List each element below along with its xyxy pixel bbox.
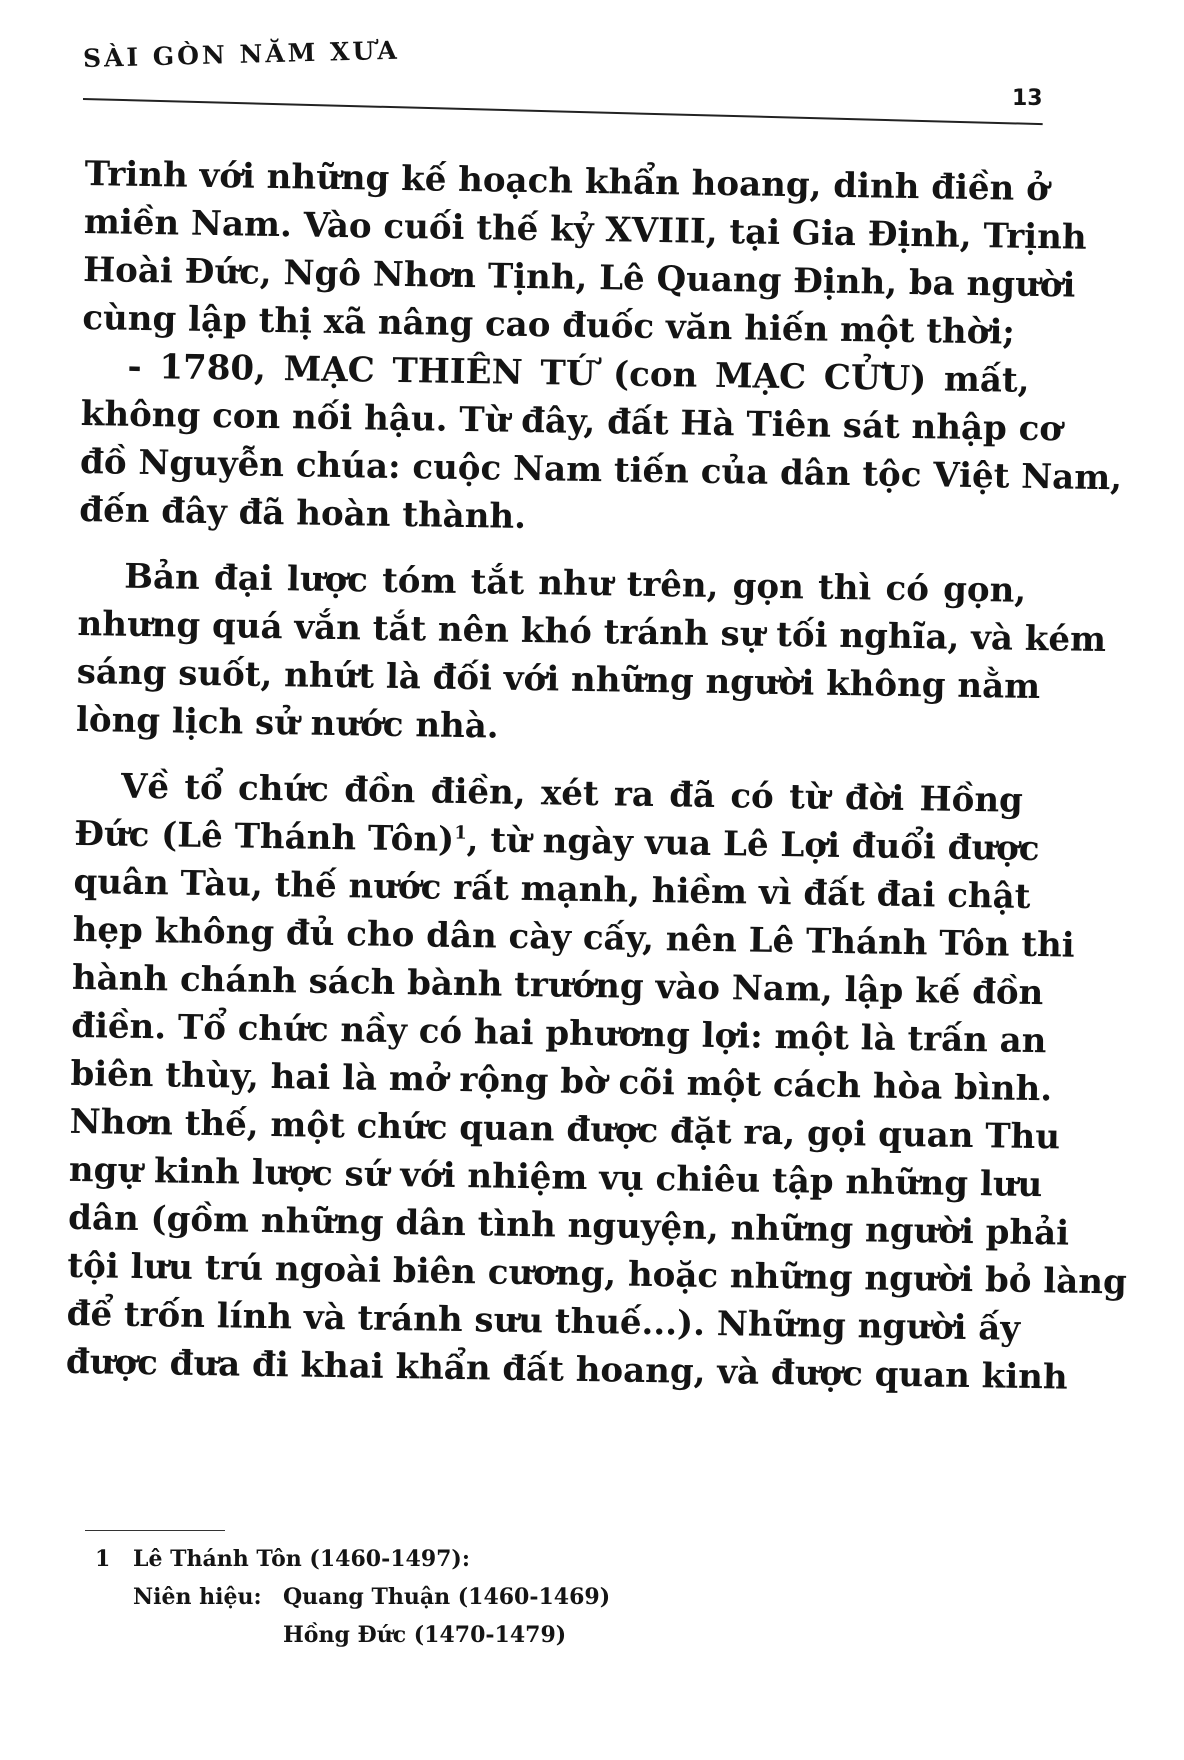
text-line: hẹp không đủ cho dân cày cấy, nên Lê Thánh Tôn thi [72, 909, 1075, 966]
text-line: quân Tàu, thế nước rất mạnh, hiềm vì đất đai chật [73, 861, 1031, 917]
text-line: sáng suốt, nhứt là đối với những người không nằm [76, 651, 1041, 708]
text-line: không con nối hậu. Từ đây, đất Hà Tiên sát nhập cơ [80, 393, 1063, 450]
footnote-number: 1 [95, 1546, 111, 1572]
text-line: điền. Tổ chức nầy có hai phương lợi: một là trấn an [70, 1005, 1047, 1062]
text-line: để trốn lính và tránh sưu thuế...). Những người ấy [66, 1293, 1021, 1349]
running-title: SÀI GÒN NĂM XƯA [82, 35, 401, 73]
text-line: Trinh với những kế hoạch khẩn hoang, dinh điền ở [84, 153, 1050, 210]
text-fragment: , từ ngày vua Lê Lợi đuổi được [466, 820, 1040, 870]
text-line: tội lưu trú ngoài biên cương, hoặc những người bỏ làng [67, 1245, 1128, 1303]
text-line: - 1780, MẠC THIÊN TỨ (con MẠC CỬU) mất, [127, 346, 1030, 401]
text-line: biên thùy, hai là mở rộng bờ cõi một cách hòa bình. [70, 1053, 1053, 1110]
footnote-era-line [95, 1616, 795, 1654]
text-line: Bản đại lược tóm tắt như trên, gọn thì có gọn, [123, 556, 1027, 611]
footnote-era-label: Niên hiệu: [133, 1584, 262, 1610]
header-rule [83, 98, 1043, 125]
page-number: 13 [1012, 86, 1043, 111]
text-fragment: Đức (Lê Thánh Tôn) [73, 813, 455, 860]
footnote-title: Lê Thánh Tôn (1460-1497): [133, 1546, 470, 1572]
footnote-title-line [95, 1540, 795, 1578]
text-line: đồ Nguyễn chúa: cuộc Nam tiến của dân tộc Việt Nam, [79, 441, 1123, 499]
footnote-era-1: Quang Thuận (1460-1469) [283, 1584, 611, 1610]
text-line: ngự kinh lược sứ với nhiệm vụ chiêu tập những lưu [68, 1149, 1043, 1206]
text-line: lòng lịch sử nước nhà. [75, 699, 499, 747]
text-line: Nhơn thế, một chức quan được đặt ra, gọi quan Thu [69, 1101, 1061, 1158]
text-line: hành chánh sách bành trướng vào Nam, lập kế đồn [71, 957, 1044, 1014]
text-line: Về tổ chức đồn điền, xét ra đã có từ đời Hồng [120, 766, 1024, 821]
text-line: Hoài Đức, Ngô Nhơn Tịnh, Lê Quang Định, ba người [82, 249, 1076, 306]
footnote-reference: 1 [454, 822, 467, 844]
text-line: nhưng quá vắn tắt nên khó tránh sự tối nghĩa, và kém [77, 603, 1107, 661]
footnotes [95, 1540, 795, 1654]
footnote-rule [85, 1530, 225, 1531]
text-line: được đưa đi khai khẩn đất hoang, và được quan kinh [65, 1341, 1068, 1398]
text-line: cùng lập thị xã nâng cao đuốc văn hiến một thời; [82, 297, 1016, 353]
footnote-era-2: Hồng Đức (1470-1479) [283, 1622, 567, 1648]
text-line: miền Nam. Vào cuối thế kỷ XVIII, tại Gia Định, Trịnh [83, 201, 1087, 258]
text-line: dân (gồm những dân tình nguyện, những người phải [67, 1197, 1070, 1254]
footnote-era-line [95, 1578, 795, 1616]
text-line: đến đây đã hoàn thành. [79, 489, 527, 537]
main-text [65, 150, 1128, 1401]
